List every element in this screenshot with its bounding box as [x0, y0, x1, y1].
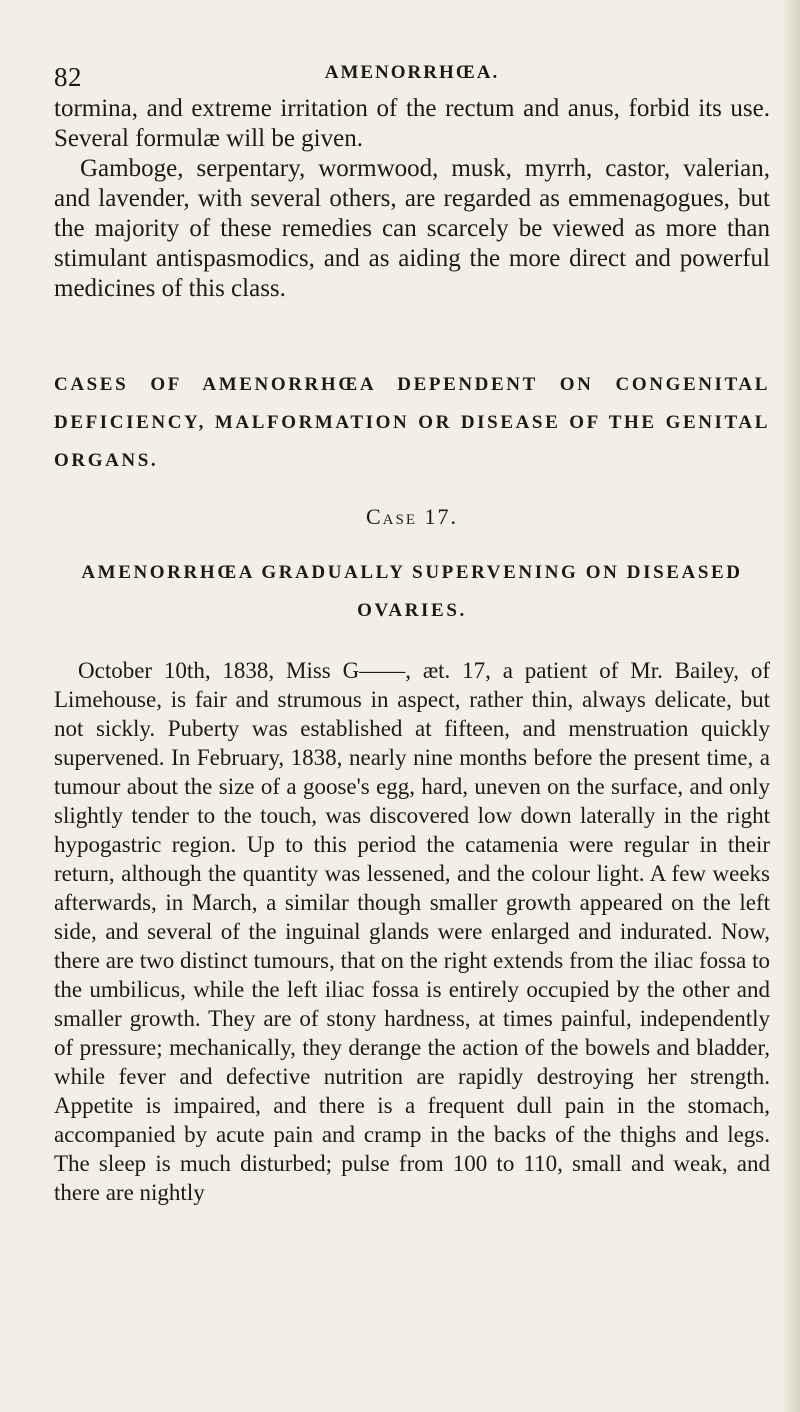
running-title: AMENORRHŒA. [324, 62, 500, 83]
page-edge-shadow [782, 0, 800, 1412]
case-title: AMENORRHŒA GRADUALLY SUPERVENING ON DISEASED OVARIES. [81, 562, 743, 621]
intro-paragraph-2: Gamboge, serpentary, wormwood, musk, myrrh, castor, valerian, and lavender, with several others, are regarded as emmenagogues, but the majority of these remedies can scarcely be viewed as more than stimulant antispasmodics, and as aiding the more direct and powerful medicines of this class. [54, 155, 770, 302]
running-head [54, 40, 770, 92]
page-number: 82 [54, 62, 82, 92]
intro-paragraph-1: tormina, and extreme irritation of the rectum and anus, forbid its use. Several formulæ will be given. [54, 95, 770, 152]
case-body: October 10th, 1838, Miss G——, æt. 17, a patient of Mr. Bailey, of Limehouse, is fair and strumous in aspect, rather thin, always delicate, but not sickly. Puberty was established at fifteen, and menstruation quickly supervened. In February, 1838, nearly nine months before the present time, a tumour about the size of a goose's egg, hard, uneven on the surface, and only slightly tender to the touch, was discovered low down laterally in the right hypogastric region. Up to this period the catamenia were regular in their return, although the quantity was lessened, and the colour light. A few weeks afterwards, in March, a similar though smaller growth appeared on the left side, and several of the inguinal glands were enlarged and indurated. Now, there are two distinct tumours, that on the right extends from the iliac fossa to the umbilicus, while the left iliac fossa is entirely occupied by the other and smaller growth. They are of stony hardness, at times painful, independently of pressure; mechanically, they derange the action of the bowels and bladder, while fever and defective nutrition are rapidly destroying her strength. Appetite is impaired, and there is a frequent dull pain in the stomach, accompanied by acute pain and cramp in the backs of the thighs and legs. The sleep is much disturbed; pulse from 100 to 110, small and weak, and there are nightly [54, 658, 770, 1205]
section-heading: CASES OF AMENORRHŒA DEPENDENT ON CONGENITAL DEFICIENCY, MALFORMATION OR DISEASE OF THE GENITAL ORGANS. [54, 374, 770, 471]
case-number: Case 17. [365, 504, 458, 529]
